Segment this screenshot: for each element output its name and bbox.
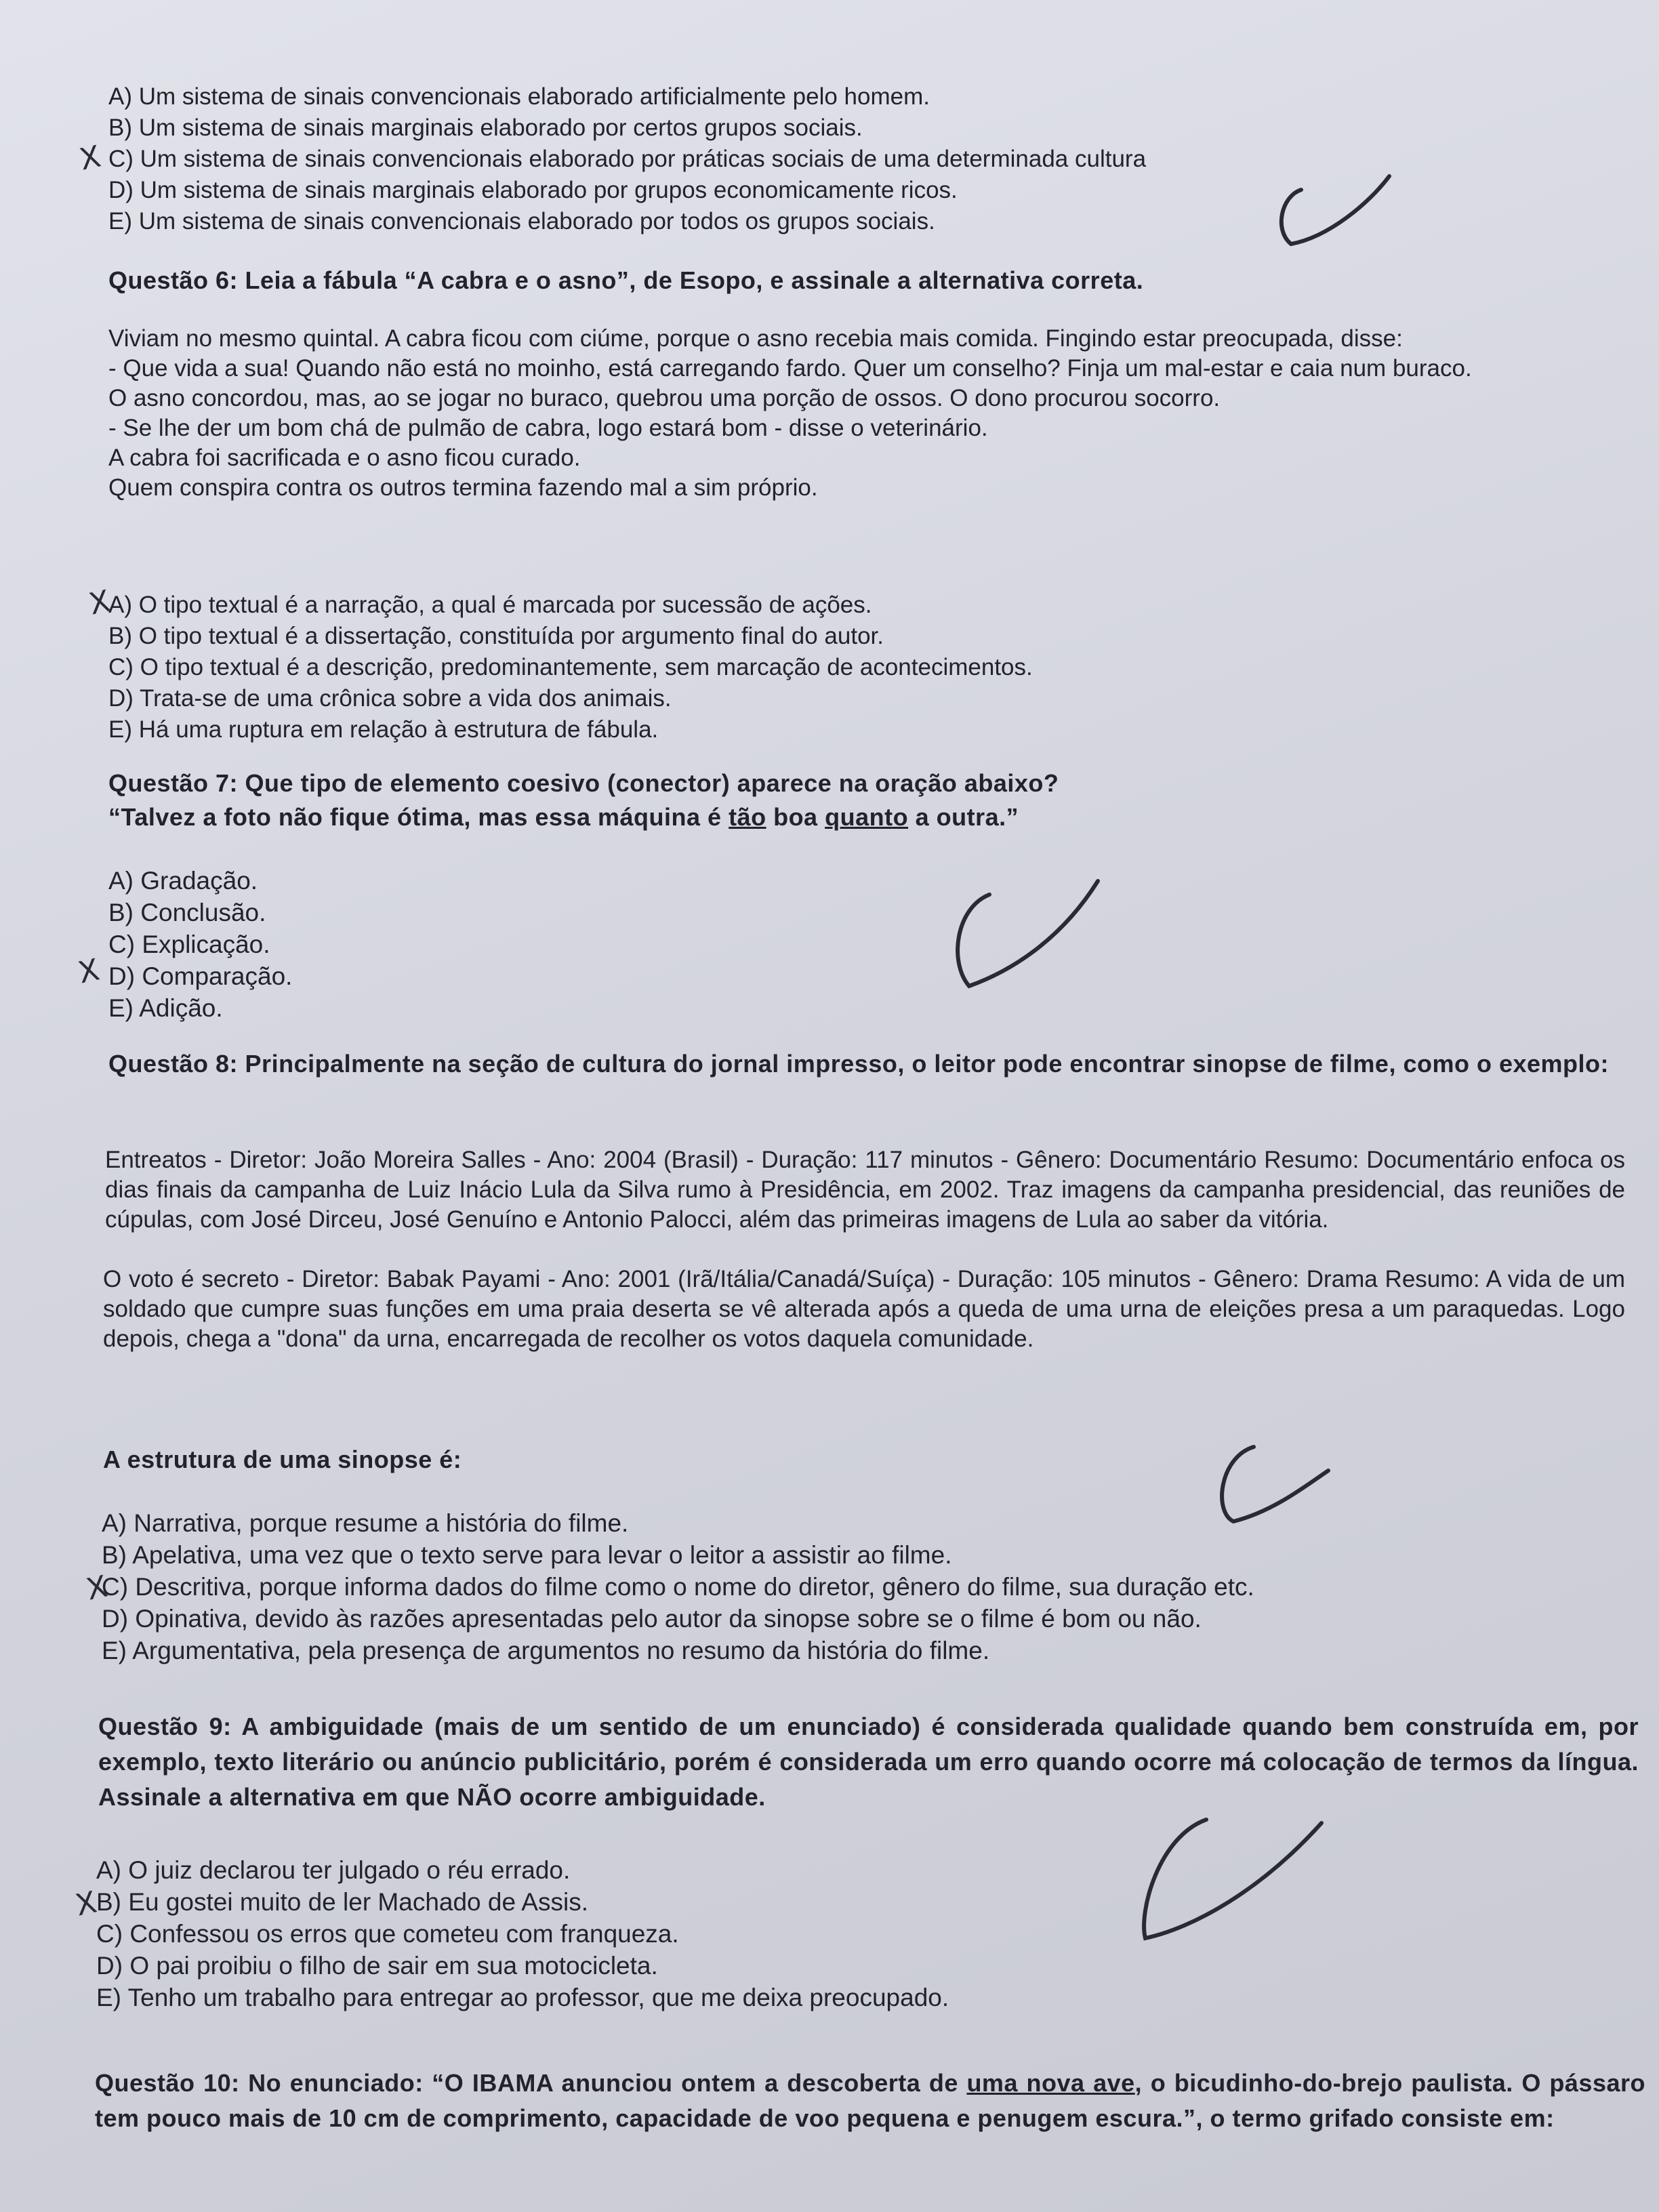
q10-title-underline: uma nova ave bbox=[966, 2069, 1135, 2097]
q7-quote bbox=[108, 800, 1632, 835]
q5-option-c: C) Um sistema de sinais convencionais elaborado por práticas sociais de uma determinada cultura bbox=[108, 146, 1147, 172]
q8-option-c: C) Descritiva, porque informa dados do filme como o nome do diretor, gênero do filme, sua duração etc. bbox=[102, 1573, 1254, 1601]
q7-option-a: A) Gradação. bbox=[108, 867, 258, 895]
checkmark-icon bbox=[1254, 163, 1403, 258]
q6-fable-line-2: - Que vida a sua! Quando não está no moinho, está carregando fardo. Quer um conselho? Finja um mal-estar e caia num buraco. bbox=[108, 355, 1472, 382]
q6-options bbox=[108, 590, 1632, 745]
q6-option-b: B) O tipo textual é a dissertação, constituída por argumento final do autor. bbox=[108, 623, 884, 649]
checkmark-icon bbox=[935, 867, 1111, 996]
q7-quote-start: “Talvez a foto não fique ótima, mas essa máquina é bbox=[108, 803, 729, 831]
q6-fable-line-3: O asno concordou, mas, ao se jogar no buraco, quebrou uma porção de ossos. O dono procurou socorro. bbox=[108, 385, 1221, 411]
checkmark-icon bbox=[1193, 1437, 1349, 1532]
q9-option-a: A) O juiz declarou ter julgado o réu errado. bbox=[96, 1856, 571, 1884]
q6-fable-line-5: A cabra foi sacrificada e o asno ficou curado. bbox=[108, 445, 581, 471]
q8-options bbox=[102, 1507, 1632, 1666]
q5-option-b: B) Um sistema de sinais marginais elaborado por certos grupos sociais. bbox=[108, 115, 863, 141]
q8-synopsis-2: O voto é secreto - Diretor: Babak Payami - Ano: 2001 (Irã/Itália/Canadá/Suíça) - Duração: 105 minutos - Gênero: Drama Resumo: A vida de um soldado que cumpre suas funções em uma praia deserta se vê alterada após a queda de uma urna de eleições presa a um paraquedas. Logo depois, chega a "dona" da urna, encarregada de recolher os votos daquela comunidade. bbox=[103, 1266, 1625, 1352]
q9-option-e: E) Tenho um trabalho para entregar ao professor, que me deixa preocupado. bbox=[96, 1984, 949, 2011]
q10-title bbox=[95, 2066, 1645, 2136]
q5-option-a: A) Um sistema de sinais convencionais elaborado artificialmente pelo homem. bbox=[108, 83, 930, 110]
q6-fable-line-4: - Se lhe der um bom chá de pulmão de cabra, logo estará bom - disse o veterinário. bbox=[108, 415, 988, 441]
q6-x-mark: X bbox=[86, 583, 114, 622]
q6-fable-line-1: Viviam no mesmo quintal. A cabra ficou com ciúme, porque o asno recebia mais comida. Fingindo estar preocupada, disse: bbox=[108, 325, 1403, 352]
q6-option-d: D) Trata-se de uma crônica sobre a vida dos animais. bbox=[108, 685, 672, 712]
q8-synopsis-1: Entreatos - Diretor: João Moreira Salles - Ano: 2004 (Brasil) - Duração: 117 minutos - Gênero: Documentário Resumo: Documentário enfoca os dias finais da campanha de Luiz Inácio Lula da Silva rumo à Presidência, em 2002. Traz imagens da campanha presidencial, das reuniões de cúpulas, com José Dirceu, José Genuíno e Antonio Palocci, além das primeiras imagens de Lula ao saber da vitória. bbox=[105, 1147, 1625, 1233]
q8-subtitle: A estrutura de uma sinopse é: bbox=[103, 1446, 462, 1473]
q9-option-b: B) Eu gostei muito de ler Machado de Assis. bbox=[96, 1888, 588, 1916]
q7-quote-mid: boa bbox=[766, 803, 825, 831]
q6-option-e: E) Há uma ruptura em relação à estrutura de fábula. bbox=[108, 716, 659, 743]
q5-option-e: E) Um sistema de sinais convencionais elaborado por todos os grupos sociais. bbox=[108, 208, 935, 234]
q9-option-d: D) O pai proibiu o filho de sair em sua motocicleta. bbox=[96, 1952, 658, 1980]
q7-quote-underline-2: quanto bbox=[825, 803, 909, 831]
q7-option-d: D) Comparação. bbox=[108, 962, 293, 990]
q8-option-e: E) Argumentativa, pela presença de argumentos no resumo da história do filme. bbox=[102, 1637, 990, 1664]
q7-quote-underline-1: tão bbox=[729, 803, 766, 831]
q8-option-d: D) Opinativa, devido às razões apresentadas pelo autor da sinopse sobre se o filme é bom ou não. bbox=[102, 1605, 1202, 1633]
q5-option-d: D) Um sistema de sinais marginais elaborado por grupos economicamente ricos. bbox=[108, 177, 958, 203]
q9-option-c: C) Confessou os erros que cometeu com franqueza. bbox=[96, 1920, 679, 1948]
q8-option-a: A) Narrativa, porque resume a história do filme. bbox=[102, 1509, 629, 1537]
q5-options bbox=[108, 81, 1632, 237]
q8-title: Questão 8: Principalmente na seção de cultura do jornal impresso, o leitor pode encontrar sinopse de filme, como o exemplo: bbox=[108, 1050, 1610, 1078]
q9-title: Questão 9: A ambiguidade (mais de um sentido de um enunciado) é considerada qualidade quando bem construída em, por exemplo, texto literário ou anúncio publicitário, porém é considerada um erro quando ocorre má colocação de termos da língua. Assinale a alternativa em que NÃO ocorre ambiguidade. bbox=[98, 1713, 1639, 1811]
q5-x-mark: X bbox=[77, 139, 104, 178]
q7-option-c: C) Explicação. bbox=[108, 930, 270, 958]
q9-options bbox=[96, 1854, 1632, 2013]
q8-option-b: B) Apelativa, uma vez que o texto serve para levar o leitor a assistir ao filme. bbox=[102, 1541, 952, 1569]
q7-quote-end: a outra.” bbox=[908, 803, 1019, 831]
q6-option-c: C) O tipo textual é a descrição, predominantemente, sem marcação de acontecimentos. bbox=[108, 654, 1033, 680]
q8-x-mark: X bbox=[83, 1569, 111, 1607]
q10-title-start: Questão 10: No enunciado: “O IBAMA anunciou ontem a descoberta de bbox=[95, 2069, 967, 2097]
q6-option-a: A) O tipo textual é a narração, a qual é marcada por sucessão de ações. bbox=[108, 592, 872, 618]
q9-x-mark: X bbox=[73, 1885, 100, 1923]
checkmark-icon bbox=[1125, 1809, 1342, 1952]
q7-title: Questão 7: Que tipo de elemento coesivo (conector) aparece na oração abaixo? bbox=[108, 769, 1059, 797]
q7-options bbox=[108, 865, 1632, 1024]
q7-option-e: E) Adição. bbox=[108, 994, 223, 1022]
q10-title-end: , o bicudinho-do-brejo paulista. O pássaro tem pouco mais de 10 cm de comprimento, capacidade de voo pequena e penugem escura.”, o termo grifado consiste em: bbox=[95, 2069, 1645, 2132]
q6-fable-line-6: Quem conspira contra os outros termina fazendo mal a sim próprio. bbox=[108, 474, 818, 501]
q7-option-b: B) Conclusão. bbox=[108, 899, 266, 926]
q6-fable bbox=[108, 324, 1632, 503]
q7-x-mark: X bbox=[75, 952, 103, 991]
q6-title: Questão 6: Leia a fábula “A cabra e o asno”, de Esopo, e assinale a alternativa correta. bbox=[108, 266, 1144, 294]
